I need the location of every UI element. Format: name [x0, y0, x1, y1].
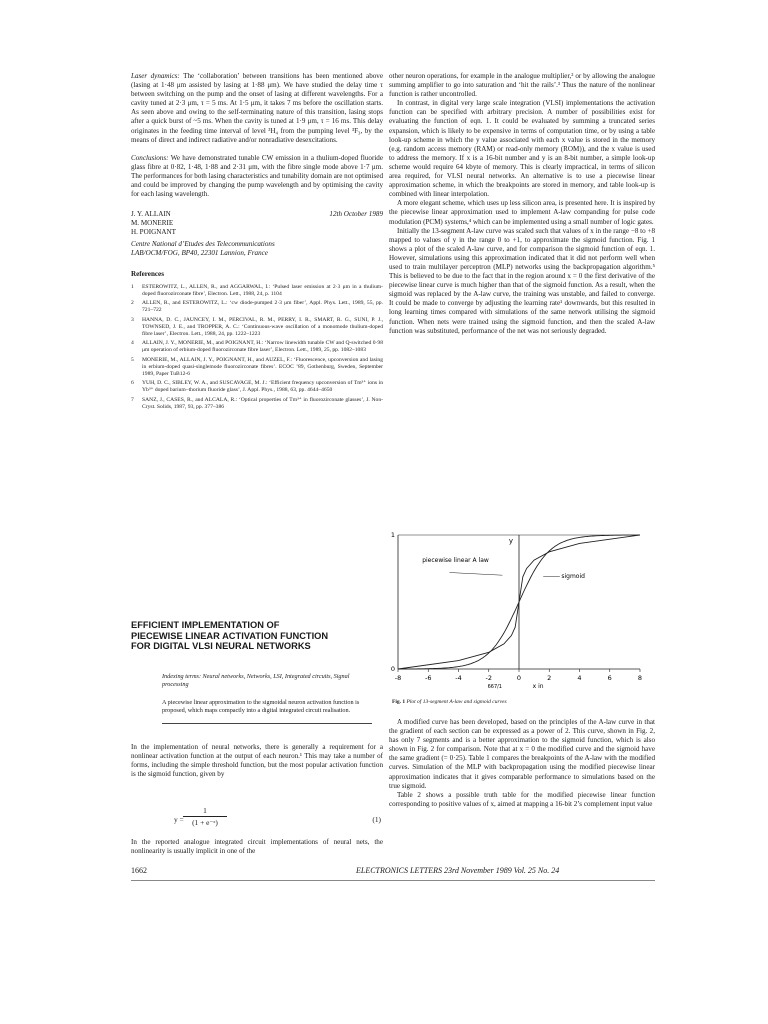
- article-title: [131, 620, 383, 652]
- reference-number: 1: [131, 283, 134, 290]
- reference-text: HANNA, D. C., JAUNCEY, I. M., PERCIVAL, R. M., PERRY, I. R., SMART, R. G., SUNI, P. J., TOWNSED, J. E., and TROPPER, A. C.: ‘Continuous-wave oscillation of a monomode thulium-doped fibre laser’, Electron. Lett., 1988, 24, pp. 1222–1223: [142, 316, 383, 337]
- x-tick-label: -4: [455, 674, 462, 682]
- body-paragraph: Table 2 shows a possible truth table for the modified piecewise linear function corresponding to positive values of x, aimed at mapping a 16-bit 2’s complement input value: [389, 790, 655, 808]
- reference-item: [131, 397, 383, 411]
- reference-item: [131, 300, 383, 314]
- figure-caption: [392, 699, 507, 705]
- x-tick-label: -6: [425, 674, 432, 682]
- reference-text: SANZ, J., CASES, R., and ALCALA, R.: ‘Optical properties of Tm³⁺ in fluorozirconate glasses’, J. Non-Cryst. Solids, 1987, 93, pp. 377–386: [142, 396, 383, 410]
- laser-dynamics-paragraph: [131, 72, 383, 145]
- page-number: 1662: [131, 866, 147, 875]
- article-title-line: PIECEWISE LINEAR ACTIVATION FUNCTION: [131, 630, 329, 641]
- laser-dynamics-heading: Laser dynamics:: [131, 72, 180, 80]
- alaw-leader-line: [449, 573, 502, 576]
- right-column: [389, 72, 655, 336]
- x-axis-label: x in: [532, 683, 544, 690]
- figure-1-chart: [382, 527, 654, 697]
- intro-paragraph: [131, 743, 383, 779]
- article-title-line: FOR DIGITAL VLSI NEURAL NETWORKS: [131, 641, 311, 652]
- x-tick-label: 8: [637, 674, 643, 682]
- affiliation-line: LAB/OCM/FOG, BP40, 22301 Lannion, France: [131, 248, 268, 257]
- footer-rule: [131, 880, 655, 881]
- x-tick-label: 4: [577, 674, 582, 682]
- x-tick-label: 0: [516, 674, 522, 682]
- equation-1: [131, 806, 383, 832]
- reference-number: 2: [131, 300, 134, 307]
- plate-id: 667/1: [487, 684, 503, 690]
- y-tick-label: 0: [390, 665, 395, 673]
- figure-label: Fig. 1: [392, 699, 406, 705]
- journal-footer: ELECTRONICS LETTERS 23rd November 1989 Vol. 25 No. 24: [356, 866, 560, 875]
- y-tick-label: 1: [390, 531, 395, 539]
- conclusions-heading: Conclusions:: [131, 153, 169, 162]
- references-heading: References: [131, 269, 164, 278]
- received-date: 12th October 1989: [329, 210, 383, 219]
- author-name: M. MONERIE: [131, 219, 174, 228]
- author-block: [131, 210, 383, 257]
- reference-text: MONERIE, M., ALLAIN, J. Y., POIGNANT, H., and AUZEL, F.: ‘Fluorescence, upconversion and lasing in erbium-doped quasi-singlemode fluorozirconate fibres’. ECOC ’89, Gothenburg, Sweden, September 1989, Paper TuB12-6: [142, 356, 383, 378]
- equation-numerator: 1: [183, 806, 227, 817]
- reference-item: [131, 340, 383, 354]
- reference-text: ESTEROWITZ, L., ALLEN, R., and AGGARWAL, I.: ‘Pulsed laser emission at 2·3 μm in a thulium-doped fluorozirconate fibre’, Electron. Lett., 1988, 24, p. 1104: [142, 283, 383, 297]
- equation-lhs: y =: [174, 815, 184, 824]
- references-list: [131, 284, 383, 411]
- x-tick-label: -2: [485, 674, 492, 682]
- reference-text: ALLAIN, J. Y., MONERIE, M., and POIGNANT, H.: ‘Narrow linewidth tunable CW and Q-switched 0·98 μm operation of erbium-doped fluorozirconate fibre laser’, Electron. Lett., 1989, 25, pp. 1082–1083: [142, 340, 383, 354]
- reference-number: 7: [131, 396, 134, 403]
- reference-item: [131, 380, 383, 394]
- laser-dynamics-text: The ‘collaboration’ between transitions has been mentioned above (lasing at 1·48 μm assisted by lasing at 1·88 μm). We have studied the delay time τ between switching on the pump and the onset of lasing at different wavelengths. For a cavity tuned at 2·3 μm, τ = 5 ms. At 1·5 μm, it takes 7 ms before the oscillation starts. As seen above and owing to the self-terminating nature of this transition, lasing stops after a quick burst of ~5 ms. When the cavity is tuned at 1·9 μm, τ = 16 ms. This delay originates in the feeding time interval of level ³H₄ from the pumping level ³F₃, by the means of direct and indirect radiative and/or nonradiative desexcitations.: [131, 72, 383, 144]
- reference-number: 3: [131, 316, 134, 323]
- series-label-sigmoid: sigmoid: [561, 572, 585, 580]
- author-name: J. Y. ALLAIN: [131, 210, 171, 219]
- body-paragraph: Initially the 13-segment A-law curve was scaled such that values of x in the range −8 to +8 mapped to values of y in the range 0 to +1, to approximate the sigmoid function. Fig. 1 shows a plot of the scaled A-law curve, and for comparison the sigmoid function of eqn. 1. However, simulations using this approximation indicated that it did not perform well when used to train multilayer perceptron (MLP) networks using the backpropagation algorithm.⁵ This is believed to be due to the fact that in the region around x = 0 the first derivative of the piecewise linear curve is much higher than that of the sigmoid function. As a result, when the sigmoid was replaced by the A-law curve, the training was unstable, and failed to converge. It could be made to converge by adjusting the learning rate¹ downwards, but this resulted in long learning times compared with simulations of the same network utilising the sigmoid function. When nets were trained using the sigmoid function, and then the scaled A-law function was substituted, performance of the net was not seriously degraded.: [389, 226, 655, 335]
- equation-denominator: (1 + e⁻ˣ): [192, 818, 218, 827]
- x-tick-label: 2: [547, 674, 552, 682]
- conclusions-paragraph: [131, 154, 383, 199]
- equation-fraction: [183, 806, 227, 827]
- article-title-line: EFFICIENT IMPLEMENTATION OF: [131, 620, 280, 630]
- intro-continued-text: In the reported analogue integrated circuit implementations of neural nets, the nonlinearity is usually implicit in one of the: [131, 838, 383, 856]
- author-name: H. POIGNANT: [131, 228, 176, 237]
- reference-item: [131, 357, 383, 379]
- reference-number: 4: [131, 340, 134, 347]
- conclusions-text: We have demonstrated tunable CW emission in a thulium-doped fluoride glass fibre at 0·82, 1·48, 1·88 and 2·31 μm, with the fibre single mode above 1·7 μm. The performances for both lasing characteristics and tunability domain are not optimised and could be improved by changing the pump wavelength and by optimising the cavity for each lasing wavelength.: [131, 153, 383, 199]
- equation-number: (1): [372, 815, 381, 824]
- chart-ticks: [391, 531, 642, 682]
- intro-continued: [131, 838, 383, 856]
- x-tick-label: 6: [607, 674, 612, 682]
- body-paragraph: A modified curve has been developed, based on the principles of the A-law curve in that the gradient of each section can be expressed as a power of 2. This curve, shown in Fig. 2, has only 7 segments and is a better approximation to the sigmoid function, which is also shown in Fig. 2 for comparison. Note that at x = 0 the modified curve and the sigmoid have the same gradient (= 0·25). Table 1 compares the breakpoints of the A-law with the modified curves. Simulation of the MLP with backpropagation using the modified piecewise linear approximation indicates that it gives comparable performance to simulations based on the true sigmoid.: [389, 718, 655, 790]
- right-column-lower: [389, 718, 655, 809]
- reference-text: YUH, D. C., SIBLEY, W. A., and SUSCAVAGE, M. J.: ‘Efficient frequency upconversion of Tm³⁺ ions in Yb³⁺ doped barium–thorium fluoride glass’, J. Appl. Phys., 1988, 63, pp. 4644–4650: [142, 380, 383, 394]
- x-tick-label: -8: [394, 674, 402, 682]
- abstract-rule: [162, 723, 372, 724]
- y-axis-label: y: [508, 537, 514, 546]
- body-paragraph: A more elegant scheme, which uses up less silicon area, is presented here. It is inspired by the piecewise linear approximation used to implement A-law companding for pulse code modulation (PCM) systems,⁴ which can be implemented using a small number of logic gates.: [389, 199, 655, 226]
- reference-text: ALLEN, R., and ESTEROWITZ, L.: ‘cw diode-pumped 2·3 μm fiber’, Appl. Phys. Lett., 1989, 55, pp. 721–722: [142, 300, 383, 314]
- reference-item: [131, 284, 383, 298]
- body-paragraph: other neuron operations, for example in the analogue multiplier,² or by allowing the analogue summing amplifier to go into saturation and ‘hit the rails’.³ Thus the nature of the nonlinear function is rather uncontrolled.: [389, 72, 655, 99]
- chart-labels: [422, 537, 585, 690]
- reference-item: [131, 317, 383, 339]
- intro-text: In the implementation of neural networks, there is generally a requirement for a nonlinear activation function at the output of each neuron.¹ This may take a number of forms, including the simple threshold function, but the most popular activation function is the sigmoid function, given by: [131, 743, 383, 779]
- affiliation-line: Centre National d’Etudes des Telecommunications: [131, 239, 275, 248]
- left-column: [131, 72, 383, 413]
- body-paragraph: In contrast, in digital very large scale integration (VLSI) implementations the activation function can be specified with arbitrary precision. A number of possibilities exist for evaluating the function of eqn. 1. It could be evaluated by summing a truncated series expansion, which is likely to be expensive in terms of computation time, or by using a table look-up scheme in which the y value associated with each x value is stored in the memory (e.g. random access memory (RAM) or read-only memory (ROM)), and the x value is used to address the memory. If x is a 16-bit number and y is an 8-bit number, a simple look-up scheme would require 64 kbyte of memory. This is clearly impractical, in terms of silicon area required, for VLSI neural networks. An alternative is to use a piecewise linear approximation scheme, in which the breakpoints are stored in memory, and table look-up is combined with linear interpolation.: [389, 99, 655, 199]
- series-label-alaw: piecewise linear A law: [422, 556, 489, 564]
- reference-number: 6: [131, 380, 134, 387]
- figure-caption-text: Plot of 13-segment A-law and sigmoid curves: [406, 699, 507, 705]
- abstract: A piecewise linear approximation to the sigmoidal neuron activation function is proposed, which maps compactly into a digital integrated circuit realisation.: [162, 699, 360, 714]
- indexing-terms: Indexing terms: Neural networks, Networks, LSI, Integrated circuits, Signal processing: [162, 673, 350, 688]
- reference-number: 5: [131, 356, 134, 363]
